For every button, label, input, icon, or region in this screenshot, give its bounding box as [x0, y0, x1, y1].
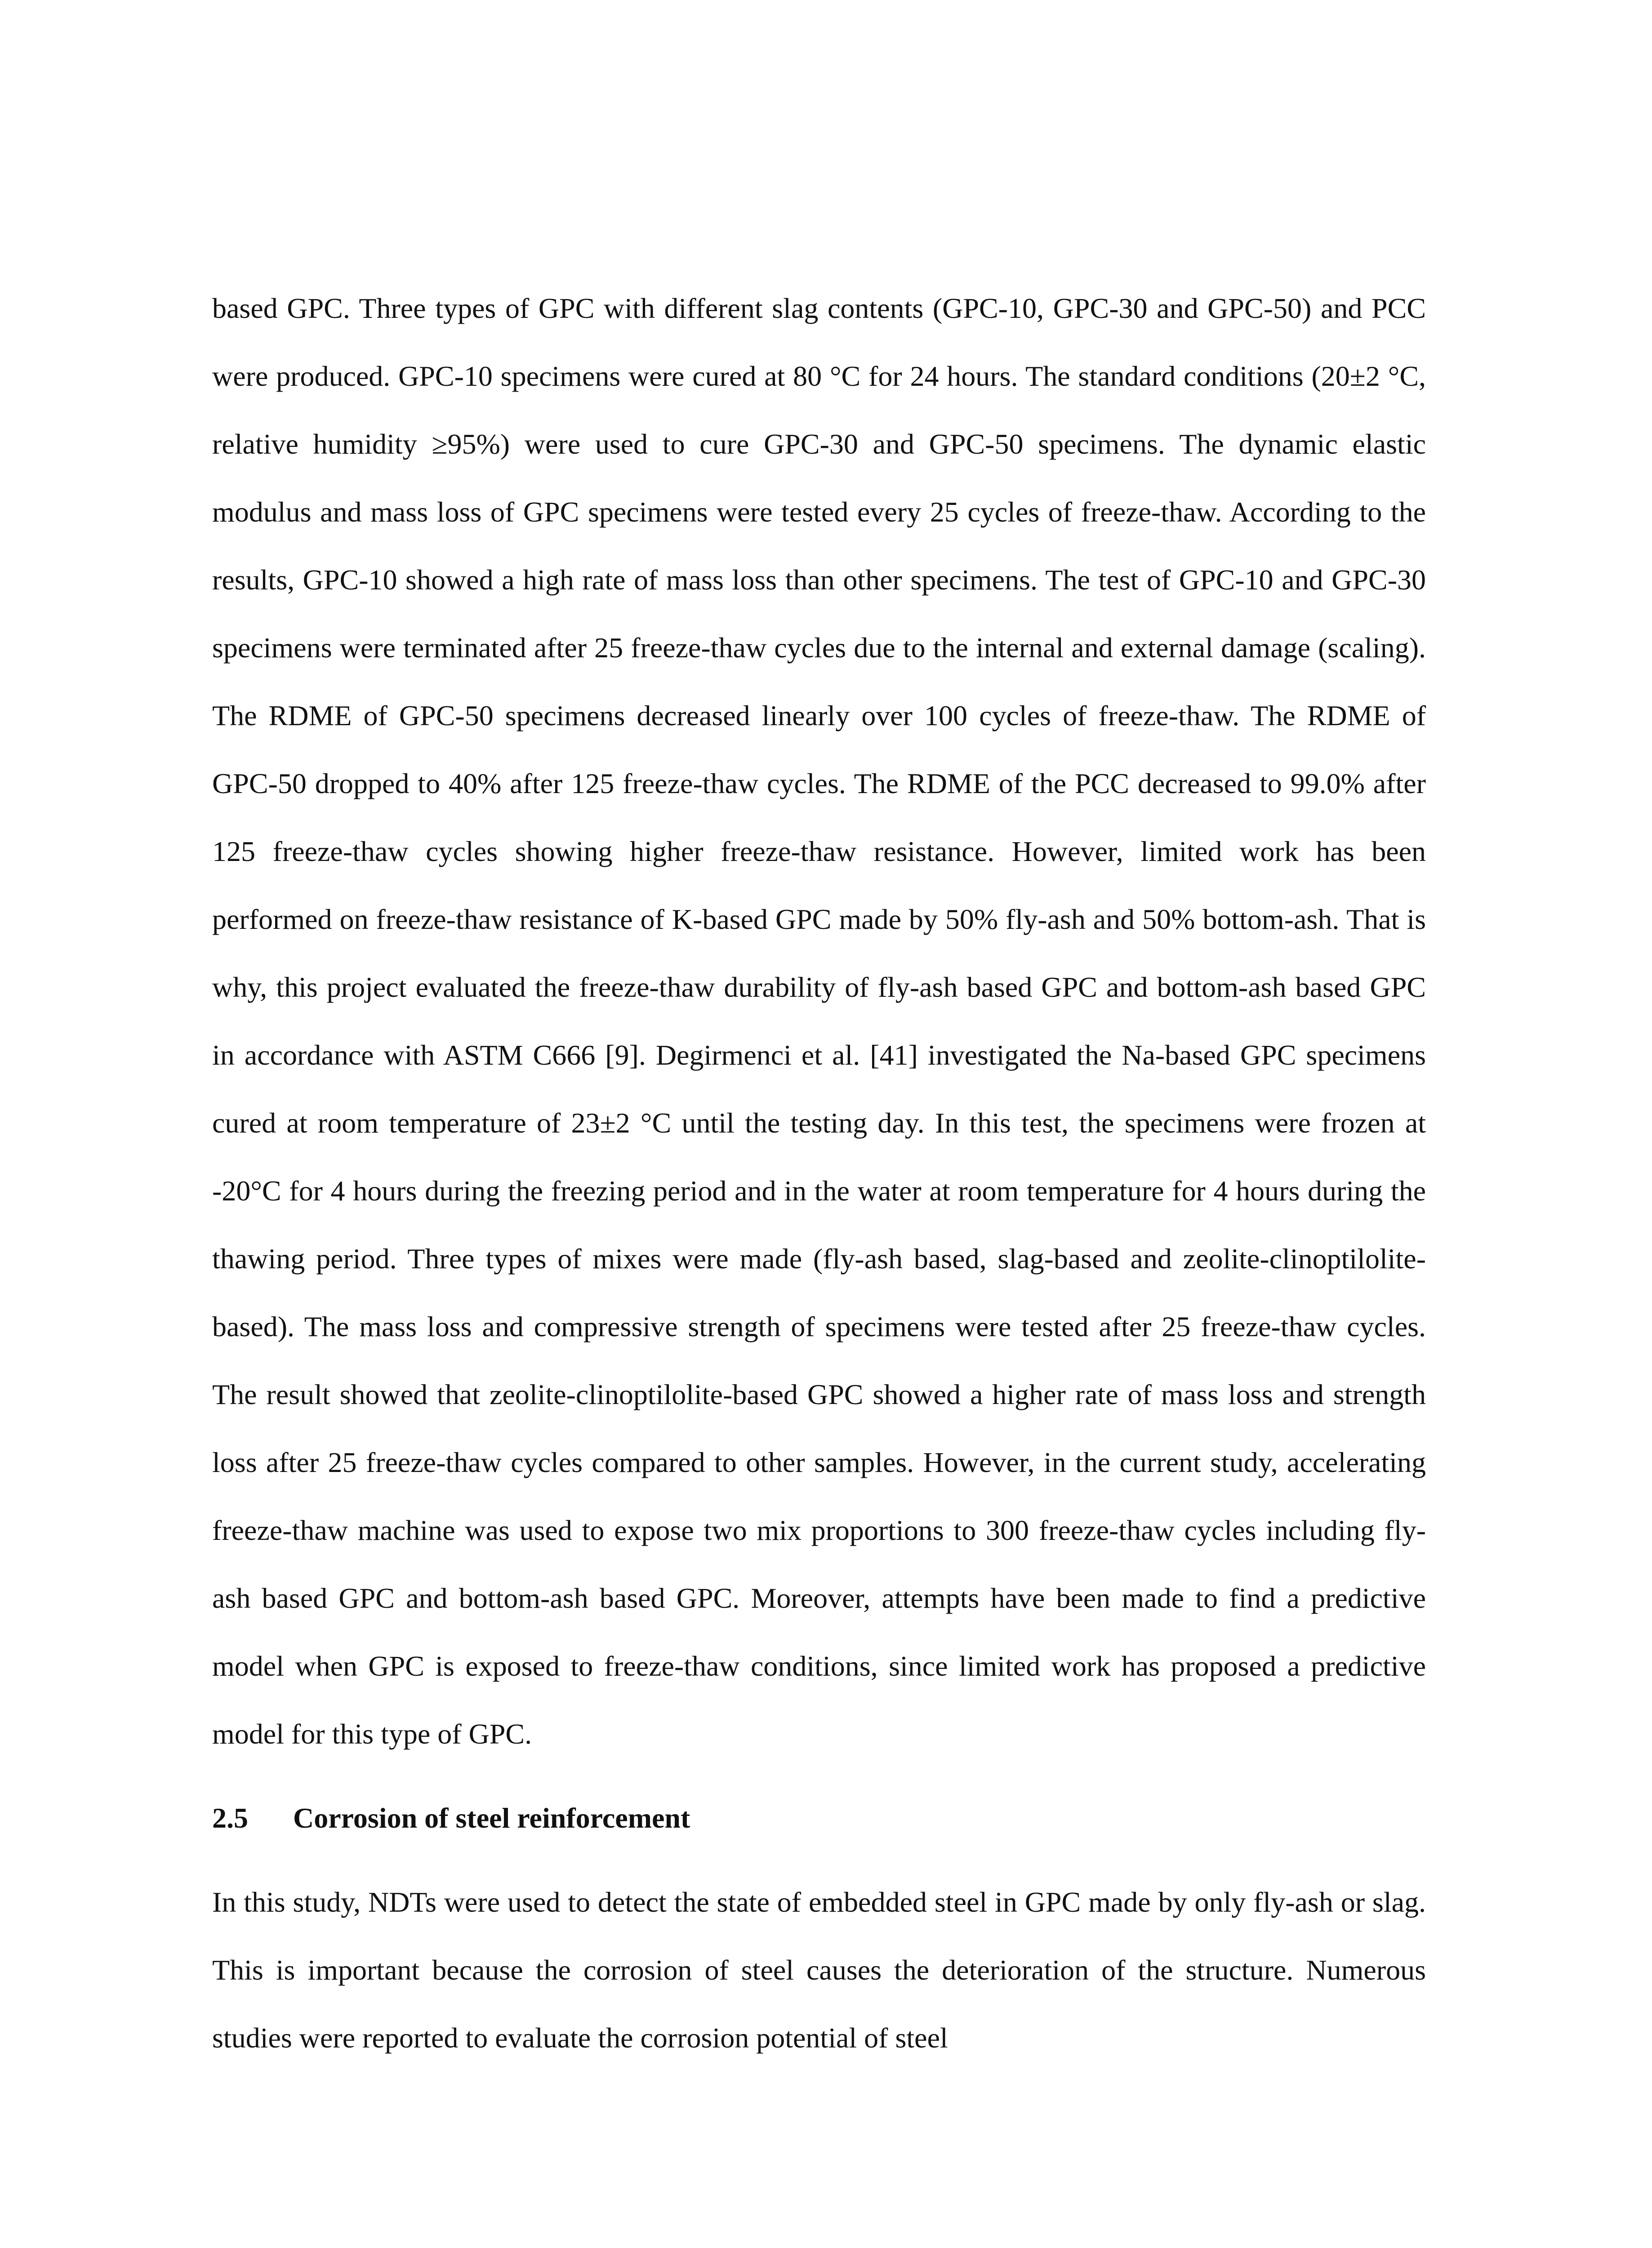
paragraph-corrosion-intro: In this study, NDTs were used to detect the state of embedded steel in GPC made by only fly-ash or slag. This is important because the corrosion of steel causes the deterioration of the structure. Numerous studies were reported to evaluate the corrosion potential of steel — [212, 1886, 1426, 2054]
section-heading — [212, 1784, 1426, 1852]
section-number: 2.5 — [212, 1802, 248, 1834]
section-title: Corrosion of steel reinforcement — [293, 1802, 690, 1834]
body-text — [212, 274, 1426, 2072]
paragraph-freeze-thaw-review: based GPC. Three types of GPC with different slag contents (GPC-10, GPC-30 and GPC-50) and PCC were produced. GPC-10 specimens were cured at 80 °C for 24 hours. The standard conditions (20±2 °C, relative humidity ≥95%) were used to cure GPC-30 and GPC-50 specimens. The dynamic elastic modulus and mass loss of GPC specimens were tested every 25 cycles of freeze-thaw. According to the results, GPC-10 showed a high rate of mass loss than other specimens. The test of GPC-10 and GPC-30 specimens were terminated after 25 freeze-thaw cycles due to the internal and external damage (scaling). The RDME of GPC-50 specimens decreased linearly over 100 cycles of freeze-thaw. The RDME of GPC-50 dropped to 40% after 125 freeze-thaw cycles. The RDME of the PCC decreased to 99.0% after 125 freeze-thaw cycles showing higher freeze-thaw resistance. However, limited work has been performed on freeze-thaw resistance of K-based GPC made by 50% fly-ash and 50% bottom-ash. That is why, this project evaluated the freeze-thaw durability of fly-ash based GPC and bottom-ash based GPC in accordance with ASTM C666 [9]. Degirmenci et al. [41] investigated the Na-based GPC specimens cured at room temperature of 23±2 °C until the testing day. In this test, the specimens were frozen at -20°C for 4 hours during the freezing period and in the water at room temperature for 4 hours during the thawing period. Three types of mixes were made (fly-ash based, slag-based and zeolite-clinoptilolite-based). The mass loss and compressive strength of specimens were tested after 25 freeze-thaw cycles. The result showed that zeolite-clinoptilolite-based GPC showed a higher rate of mass loss and strength loss after 25 freeze-thaw cycles compared to other samples. However, in the current study, accelerating freeze-thaw machine was used to expose two mix proportions to 300 freeze-thaw cycles including fly-ash based GPC and bottom-ash based GPC. Moreover, attempts have been made to find a predictive model when GPC is exposed to freeze-thaw conditions, since limited work has proposed a predictive model for this type of GPC. — [212, 292, 1426, 1750]
